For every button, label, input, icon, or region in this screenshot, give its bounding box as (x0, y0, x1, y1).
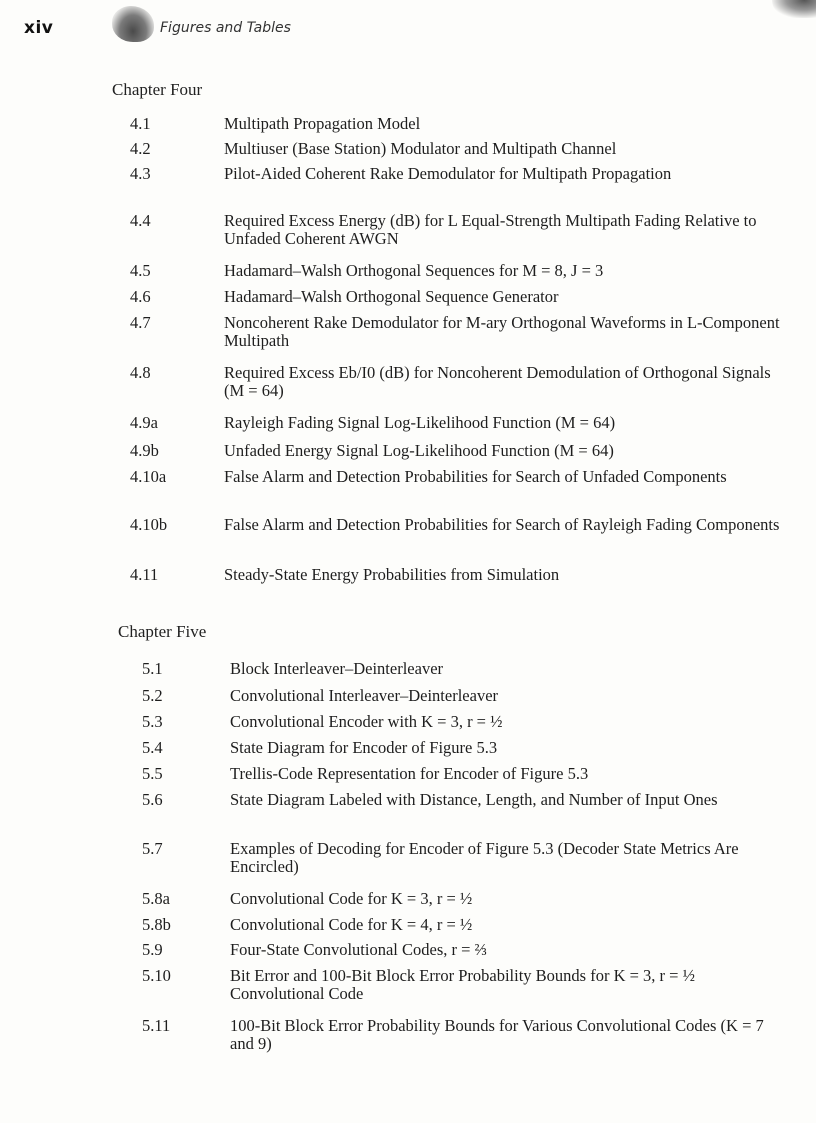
page-number: xiv (24, 18, 54, 38)
figure-number: 4.7 (130, 313, 151, 332)
figure-number: 5.4 (142, 738, 163, 757)
figure-title: False Alarm and Detection Probabilities for Search of Rayleigh Fading Components (224, 515, 780, 534)
figure-number: 5.11 (142, 1016, 171, 1035)
figure-number: 4.10a (130, 467, 167, 486)
figure-number: 4.2 (130, 139, 151, 158)
figure-title: State Diagram Labeled with Distance, Length, and Number of Input Ones (230, 790, 718, 809)
figure-title: Trellis-Code Representation for Encoder of Figure 5.3 (230, 764, 589, 783)
figure-number: 5.6 (142, 790, 163, 809)
figure-title: Examples of Decoding for Encoder of Figure 5.3 (Decoder State Metrics Are Encircled) (230, 839, 739, 876)
figure-number: 4.1 (130, 114, 151, 133)
figure-number: 5.3 (142, 712, 163, 731)
figure-number: 4.6 (130, 287, 151, 306)
figure-number: 4.4 (130, 211, 151, 230)
figure-title: Pilot-Aided Coherent Rake Demodulator for Multipath Propagation (224, 164, 672, 183)
figure-title: Unfaded Energy Signal Log-Likelihood Function (M = 64) (224, 441, 614, 460)
figure-title: Four-State Convolutional Codes, r = ⅔ (230, 940, 487, 959)
ink-smudge-image (112, 6, 154, 42)
figure-title: Multipath Propagation Model (224, 114, 421, 133)
figure-title: False Alarm and Detection Probabilities for Search of Unfaded Components (224, 467, 727, 486)
figure-title: Required Excess Eb/I0 (dB) for Noncoherent Demodulation of Orthogonal Signals (M = 64) (224, 363, 771, 400)
figure-number: 4.10b (130, 515, 168, 534)
figure-title: Convolutional Code for K = 3, r = ½ (230, 889, 473, 908)
figure-title: Convolutional Code for K = 4, r = ½ (230, 915, 473, 934)
figure-number: 5.2 (142, 686, 163, 705)
figure-title: Convolutional Encoder with K = 3, r = ½ (230, 712, 503, 731)
figure-number: 5.8a (142, 889, 170, 908)
figure-title: Convolutional Interleaver–Deinterleaver (230, 686, 499, 705)
figure-number: 5.7 (142, 839, 163, 858)
figure-number: 5.9 (142, 940, 163, 959)
figure-title: Required Excess Energy (dB) for L Equal-Strength Multipath Fading Relative to Unfaded Coherent AWGN (224, 211, 757, 248)
figure-number: 4.9a (130, 413, 158, 432)
figure-number: 5.10 (142, 966, 171, 985)
running-head: Figures and Tables (160, 20, 291, 36)
figure-title: Multiuser (Base Station) Modulator and Multipath Channel (224, 139, 617, 158)
figure-number: 5.8b (142, 915, 171, 934)
corner-smudge-image (772, 0, 816, 18)
figure-title: Block Interleaver–Deinterleaver (230, 659, 444, 678)
figure-number: 4.9b (130, 441, 159, 460)
figure-title: Noncoherent Rake Demodulator for M-ary Orthogonal Waveforms in L-Component Multipath (224, 313, 780, 350)
figure-number: 4.5 (130, 261, 151, 280)
figure-number: 4.11 (130, 565, 159, 584)
chapter-title: Chapter Five (118, 622, 207, 641)
figure-title: Rayleigh Fading Signal Log-Likelihood Function (M = 64) (224, 413, 616, 432)
figure-title: Steady-State Energy Probabilities from Simulation (224, 565, 560, 584)
figure-number: 4.3 (130, 164, 151, 183)
figure-number: 5.5 (142, 764, 163, 783)
figure-title: State Diagram for Encoder of Figure 5.3 (230, 738, 498, 757)
figure-title: Hadamard–Walsh Orthogonal Sequence Generator (224, 287, 559, 306)
figure-number: 5.1 (142, 659, 163, 678)
figure-title: Hadamard–Walsh Orthogonal Sequences for M = 8, J = 3 (224, 261, 604, 280)
chapter-title: Chapter Four (112, 80, 203, 99)
figure-title: 100-Bit Block Error Probability Bounds for Various Convolutional Codes (K = 7 and 9) (230, 1016, 764, 1053)
figure-title: Bit Error and 100-Bit Block Error Probability Bounds for K = 3, r = ½ Convolutional Code (230, 966, 695, 1003)
page-header (0, 0, 816, 60)
figure-number: 4.8 (130, 363, 151, 382)
